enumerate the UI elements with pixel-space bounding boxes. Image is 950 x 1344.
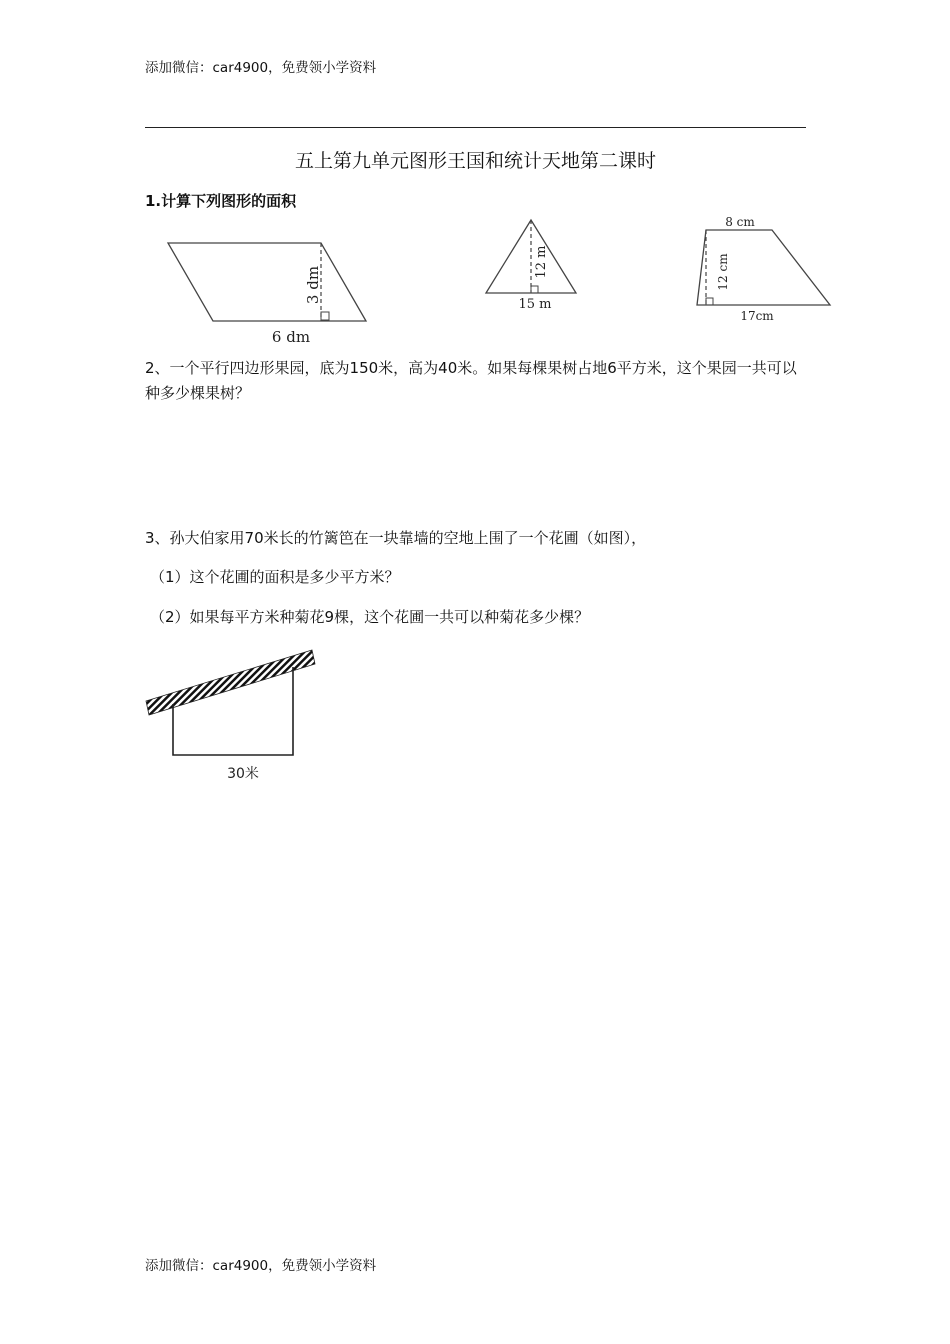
parallelogram-height-label: 3 dm bbox=[304, 265, 322, 305]
trapezoid-bottom-label: 17cm bbox=[740, 309, 774, 323]
garden-figure bbox=[0, 640, 950, 790]
triangle-height-label: 12 m bbox=[534, 245, 549, 279]
trapezoid-height-label: 12 cm bbox=[716, 253, 730, 291]
question-1-heading: 1.计算下列图形的面积 bbox=[145, 192, 297, 210]
triangle-figure bbox=[486, 220, 576, 312]
garden-base-label: 30米 bbox=[227, 766, 259, 782]
question-3-intro: 3、孙大伯家用70米长的竹篱笆在一块靠墙的空地上围了一个花圃（如图）， bbox=[145, 529, 647, 547]
page-title: 五上第九单元图形王国和统计天地第二课时 bbox=[294, 150, 656, 172]
parallelogram-figure bbox=[168, 243, 366, 346]
header-divider bbox=[145, 127, 806, 128]
wall-hatching bbox=[146, 650, 315, 715]
question-3-sub-1: （1）这个花圃的面积是多少平方米？ bbox=[150, 568, 400, 586]
trapezoid-top-label: 8 cm bbox=[725, 215, 755, 229]
parallelogram-base-label: 6 dm bbox=[271, 328, 311, 346]
q1-figures bbox=[0, 210, 950, 350]
header-note: 添加微信：car4900，免费领小学资料 bbox=[145, 60, 377, 76]
triangle-base-label: 15 m bbox=[518, 297, 552, 312]
question-3-sub-2: （2）如果每平方米种菊花9棵，这个花圃一共可以种菊花多少棵？ bbox=[150, 608, 590, 626]
trapezoid-figure bbox=[697, 215, 830, 323]
question-2-text: 2、一个平行四边形果园，底为150米，高为40米。如果每棵果树占地6平方米，这个果园一共可以种多少棵果树？ bbox=[145, 359, 797, 402]
footer-note: 添加微信：car4900，免费领小学资料 bbox=[145, 1258, 377, 1274]
